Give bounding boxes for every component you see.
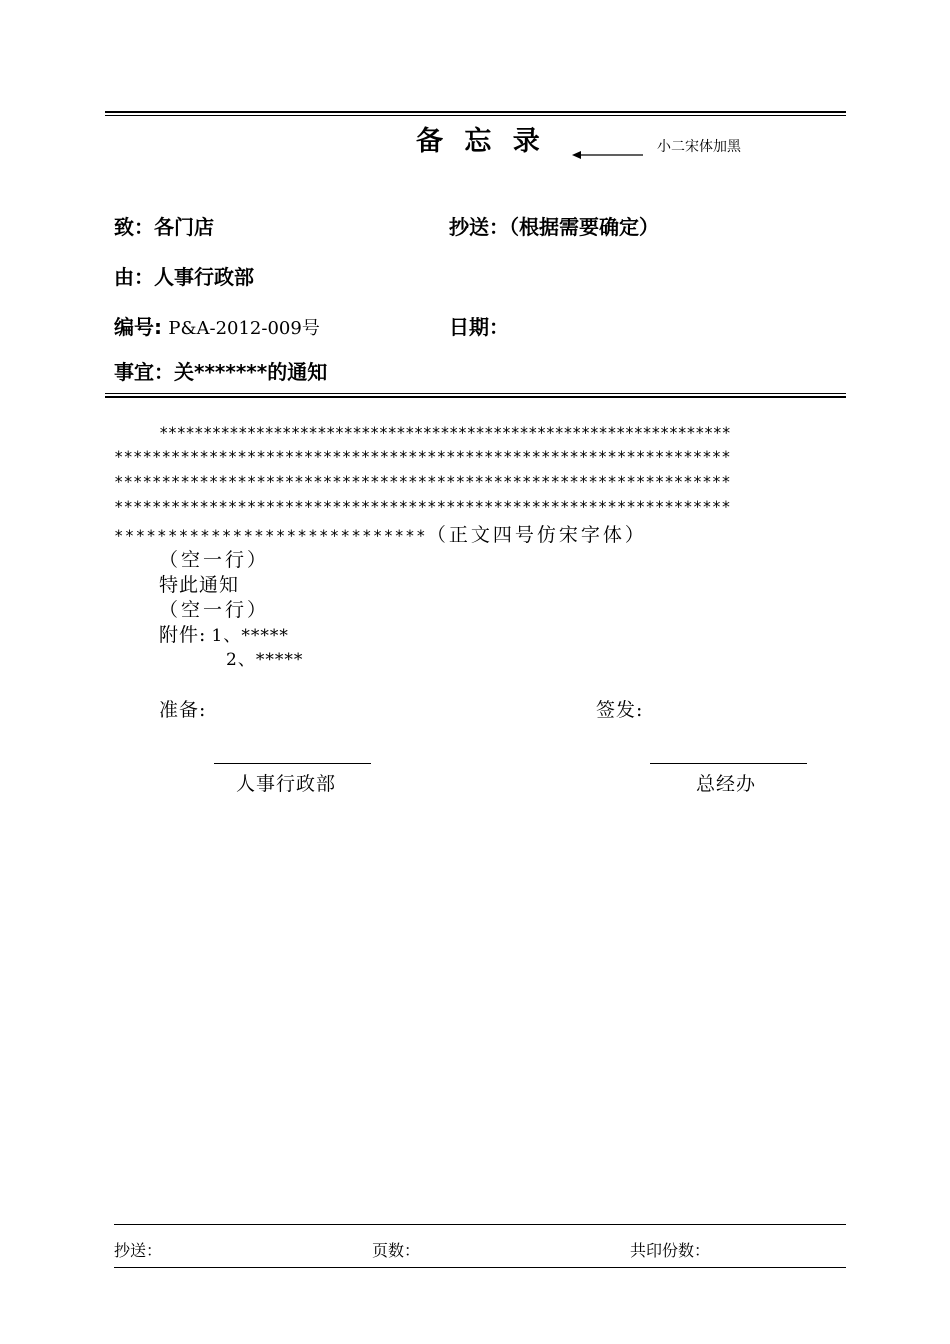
notice-text: 特此通知 (159, 574, 240, 596)
header-rule-thin (105, 393, 846, 394)
cc-field (449, 211, 659, 240)
footer-cc-label: 抄送： (114, 1241, 163, 1260)
top-rule-thick (105, 111, 846, 113)
attachment-2: 2、***** (226, 650, 304, 670)
date-field (449, 311, 509, 340)
header-rule-thick (105, 396, 846, 398)
number-value: P&A-2012-009号 (168, 318, 320, 339)
attachment-label: 附件: (159, 624, 207, 646)
footer-rule-top (114, 1224, 846, 1225)
subject-field (114, 356, 327, 385)
top-rule-thin (105, 115, 846, 116)
cc-label: 抄送： (449, 215, 509, 239)
to-value: 各门店 (154, 215, 214, 239)
body-line-1: ***************************************************************** (159, 424, 731, 442)
body-line-4: ***************************************************************** (114, 498, 731, 516)
footer-pages-label: 页数： (372, 1241, 421, 1260)
page-title: 备 忘 录 (416, 126, 546, 157)
footer-copies-label: 共印份数： (630, 1241, 711, 1260)
footer-rule-bottom (114, 1267, 846, 1268)
from-label: 由： (114, 265, 154, 289)
approved-label: 签发: (596, 699, 644, 721)
attachment-1: 1、***** (211, 626, 289, 646)
from-value: 人事行政部 (154, 265, 254, 289)
number-label: 编号: (114, 315, 162, 339)
to-label: 致： (114, 215, 154, 239)
blank-line-note-2: （空一行） (159, 599, 270, 621)
subject-label: 事宜： (114, 360, 174, 384)
blank-line-note-1: （空一行） (159, 549, 270, 571)
to-field (114, 211, 214, 240)
attachments (159, 620, 289, 647)
left-dept-name: 人事行政部 (236, 773, 337, 795)
body-line-5-stars: ***************************** (114, 527, 427, 545)
subject-value: 关*******的通知 (174, 360, 328, 384)
number-field (114, 311, 320, 340)
body-font-note: （正文四号仿宋字体） (426, 524, 647, 546)
prepared-label: 准备: (159, 699, 207, 721)
body-line-5 (114, 520, 647, 547)
body-line-3: ***************************************************************** (114, 473, 731, 491)
right-dept-name: 总经办 (696, 773, 757, 795)
approved-signature-line (650, 763, 807, 764)
date-label: 日期： (449, 315, 509, 339)
title-note: 小二宋体加黑 (657, 139, 741, 155)
from-field (114, 261, 254, 290)
prepared-signature-line (214, 763, 371, 764)
body-line-2: ***************************************************************** (114, 448, 731, 466)
arrow-left-icon (572, 148, 644, 162)
cc-value: （根据需要确定） (509, 215, 659, 239)
